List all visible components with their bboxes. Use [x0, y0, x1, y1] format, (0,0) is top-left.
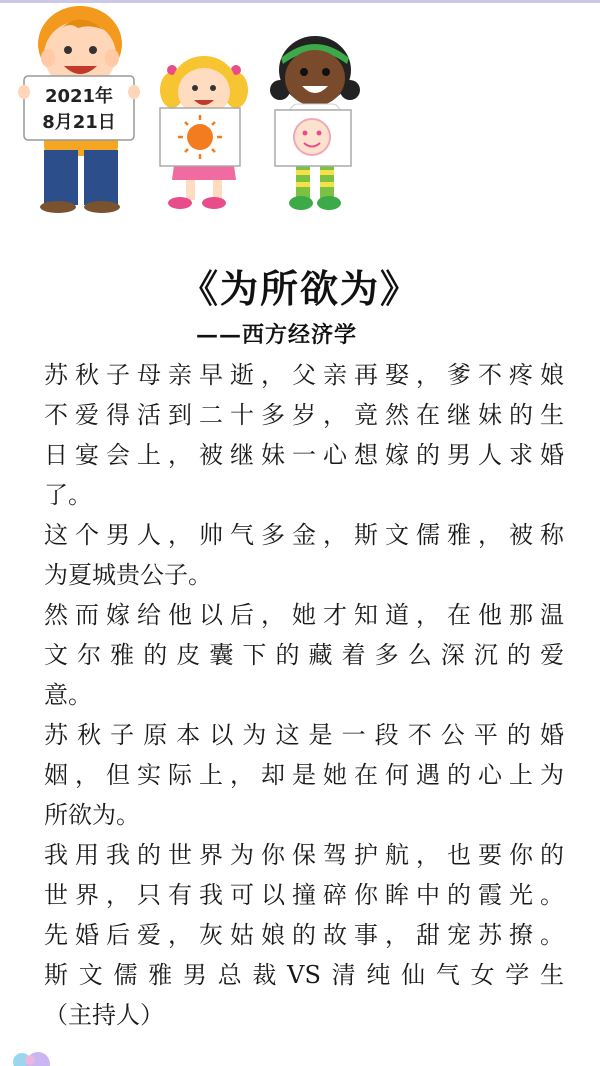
body-line: 斯文儒雅男总裁VS清纯仙气女学生 — [44, 961, 564, 989]
body-line: 日宴会上，被继妹一心想嫁的男人求婚 — [44, 441, 564, 469]
girl-holding-sun-drawing-illustration — [160, 56, 248, 209]
body-line: 我用我的世界为你保驾护航，也要你的 — [44, 841, 564, 869]
boy-holding-date-card-illustration — [18, 6, 140, 213]
body-line: 姻，但实际上，却是她在何遇的心上为 — [44, 761, 564, 789]
body-line: 先婚后爱，灰姑娘的故事，甜宠苏撩。 — [44, 921, 564, 949]
bubble-decoration-icon — [8, 1048, 68, 1066]
article-title: 《为所欲为》 — [179, 266, 420, 311]
girl-holding-smiley-drawing-illustration — [270, 36, 360, 210]
body-line: 这个男人，帅气多金，斯文儒雅，被称 — [44, 521, 564, 549]
body-line: 所欲为。 — [44, 801, 140, 829]
body-line: （主持人） — [44, 1001, 164, 1029]
body-line: 文尔雅的皮囊下的藏着多么深沉的爱 — [44, 641, 564, 669]
article-body — [44, 355, 564, 1035]
body-line: 不爱得活到二十多岁，竟然在继妹的生 — [44, 401, 564, 429]
date-card-line2: 8月21日 — [42, 112, 116, 133]
body-line: 为夏城贵公子。 — [44, 561, 212, 589]
body-line: 苏秋子母亲早逝，父亲再娶，爹不疼娘 — [44, 361, 564, 389]
body-line: 然而嫁给他以后，她才知道，在他那温 — [44, 601, 564, 629]
date-card-line1: 2021年 — [44, 86, 114, 107]
kids-illustration — [0, 0, 600, 230]
body-line: 苏秋子原本以为这是一段不公平的婚 — [44, 721, 564, 749]
article-subtitle: ——西方经济学 — [196, 322, 358, 348]
body-line: 世界，只有我可以撞碎你眸中的霞光。 — [44, 881, 564, 909]
body-line: 了。 — [44, 481, 92, 509]
body-line: 意。 — [44, 681, 92, 709]
